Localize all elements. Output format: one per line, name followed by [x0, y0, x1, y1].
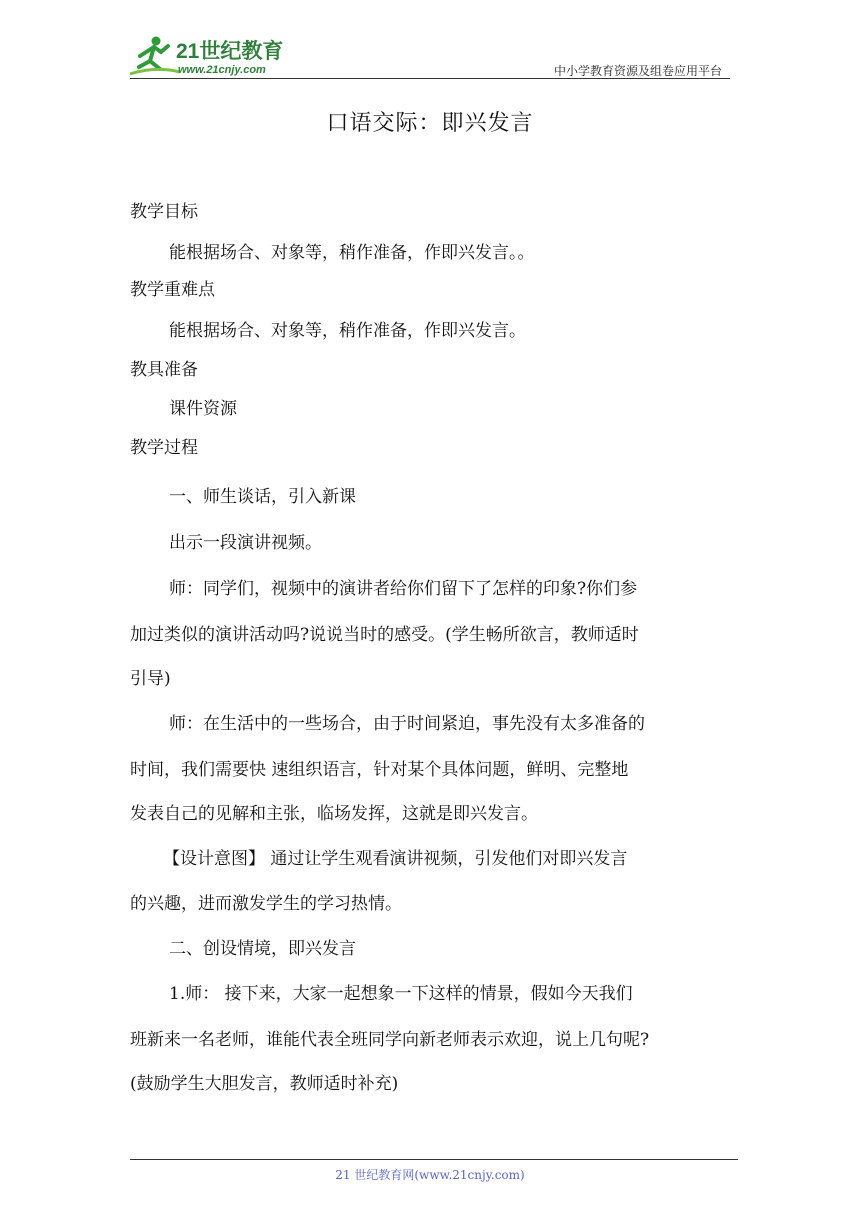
paragraph-line: (鼓励学生大胆发言，教师适时补充) — [130, 1074, 399, 1094]
paragraph-line: 的兴趣，进而激发学生的学习热情。 — [130, 894, 402, 914]
paragraph-line: 时间，我们需要快 速组织语言，针对某个具体问题，鲜明、完整地 — [130, 760, 629, 780]
heading-process: 教学过程 — [130, 438, 198, 458]
heading-key-points: 教学重难点 — [130, 280, 215, 300]
heading-goal: 教学目标 — [130, 202, 198, 222]
runner-icon — [130, 37, 180, 75]
tools-text: 课件资源 — [169, 399, 237, 419]
page-header — [130, 30, 730, 80]
paragraph-line: 加过类似的演讲活动吗?说说当时的感受。(学生畅所欲言，教师适时 — [130, 625, 639, 645]
header-divider — [130, 78, 730, 79]
logo-21cnjy — [130, 34, 300, 78]
paragraph-line: 班新来一名老师，谁能代表全班同学向新老师表示欢迎，说上几句呢? — [130, 1030, 650, 1050]
paragraph-line: 师：同学们，视频中的演讲者给你们留下了怎样的印象?你们参 — [169, 579, 638, 599]
logo-url: www.21cnjy.com — [178, 64, 266, 76]
paragraph-line: 出示一段演讲视频。 — [169, 533, 322, 553]
paragraph-line: 引导) — [130, 669, 171, 689]
footer-divider — [130, 1159, 738, 1160]
logo-text: 21世纪教育 — [176, 40, 284, 63]
key-points-text: 能根据场合、对象等，稍作准备，作即兴发言。 — [169, 321, 526, 341]
paragraph-line: 师：在生活中的一些场合，由于时间紧迫，事先没有太多准备的 — [169, 714, 645, 734]
header-platform-text: 中小学教育资源及组卷应用平台 — [553, 64, 722, 78]
paragraph-line: 发表自己的见解和主张，临场发挥，这就是即兴发言。 — [130, 804, 538, 824]
paragraph-line: 【设计意图】 通过让学生观看演讲视频，引发他们对即兴发言 — [163, 849, 628, 869]
footer-link[interactable]: 21 世纪教育网(www.21cnjy.com) — [335, 1168, 525, 1182]
heading-tools: 教具准备 — [130, 360, 198, 380]
page-title: 口语交际：即兴发言 — [326, 111, 534, 136]
goal-text: 能根据场合、对象等，稍作准备，作即兴发言。。 — [169, 243, 535, 263]
section-1-heading: 一、师生谈话，引入新课 — [169, 487, 356, 507]
section-2-heading: 二、创设情境，即兴发言 — [169, 939, 356, 959]
paragraph-line: 1.师： 接下来，大家一起想象一下这样的情景，假如今天我们 — [169, 984, 633, 1004]
